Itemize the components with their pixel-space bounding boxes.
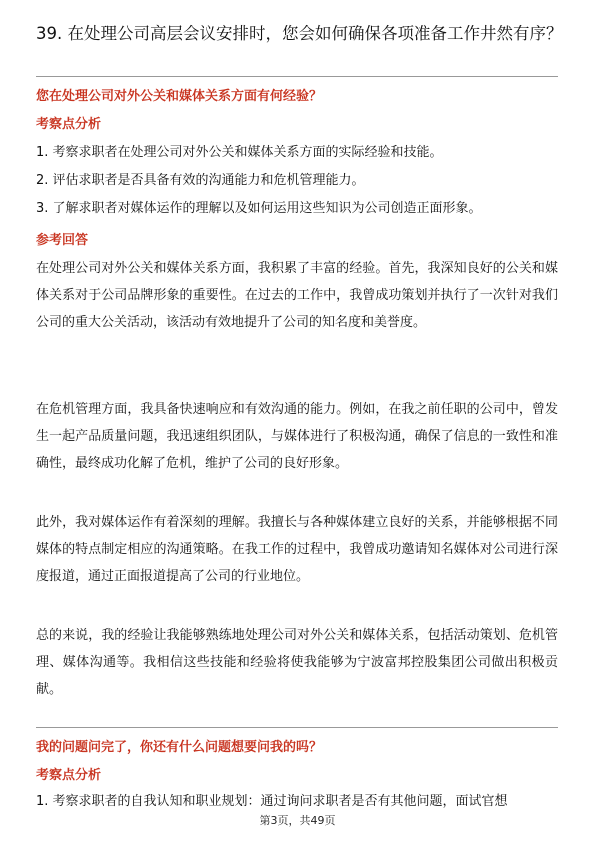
answer-paragraph: 在危机管理方面，我具备快速响应和有效沟通的能力。例如，在我之前任职的公司中，曾发生一起产品质量问题，我迅速组织团队，与媒体进行了积极沟通，确保了信息的一致性和准确性，最终成功化解了危机，维护了公司的良好形象。 <box>36 402 558 471</box>
section1-analysis-item: 3. 了解求职者对媒体运作的理解以及如何运用这些知识为公司创造正面形象。 <box>36 201 482 216</box>
section2-analysis-item: 1. 考察求职者的自我认知和职业规划：通过询问求职者是否有其他问题，面试官想 <box>36 794 508 809</box>
page-footer: 第3页，共49页 <box>259 814 336 827</box>
answer-paragraph: 总的来说，我的经验让我能够熟练地处理公司对外公关和媒体关系，包括活动策划、危机管理、媒体沟通等。我相信这些技能和经验将使我能够为宁波富邦控股集团公司做出积极贡献。 <box>36 628 558 697</box>
section1-analysis-item: 2. 评估求职者是否具备有效的沟通能力和危机管理能力。 <box>36 173 365 188</box>
section1-heading: 您在处理公司对外公关和媒体关系方面有何经验？ <box>36 89 323 104</box>
divider <box>36 76 558 77</box>
section1-answer-title: 参考回答 <box>36 233 89 248</box>
section1-analysis-title: 考察点分析 <box>36 117 102 132</box>
divider <box>36 727 558 728</box>
section2-heading: 我的问题问完了，你还有什么问题想要问我的吗？ <box>36 740 323 755</box>
question-number: 39. <box>36 24 63 43</box>
question-title <box>36 22 566 46</box>
question-text: 在处理公司高层会议安排时，您会如何确保各项准备工作井然有序？ <box>67 24 563 43</box>
answer-paragraph: 在处理公司对外公关和媒体关系方面，我积累了丰富的经验。首先，我深知良好的公关和媒体关系对于公司品牌形象的重要性。在过去的工作中，我曾成功策划并执行了一次针对我们公司的重大公关活动，该活动有效地提升了公司的知名度和美誉度。 <box>36 261 558 330</box>
section1-analysis-item: 1. 考察求职者在处理公司对外公关和媒体关系方面的实际经验和技能。 <box>36 145 443 160</box>
answer-paragraph: 此外，我对媒体运作有着深刻的理解。我擅长与各种媒体建立良好的关系，并能够根据不同媒体的特点制定相应的沟通策略。在我工作的过程中，我曾成功邀请知名媒体对公司进行深度报道，通过正面报道提高了公司的行业地位。 <box>36 515 558 584</box>
section2-analysis-title: 考察点分析 <box>36 768 102 783</box>
